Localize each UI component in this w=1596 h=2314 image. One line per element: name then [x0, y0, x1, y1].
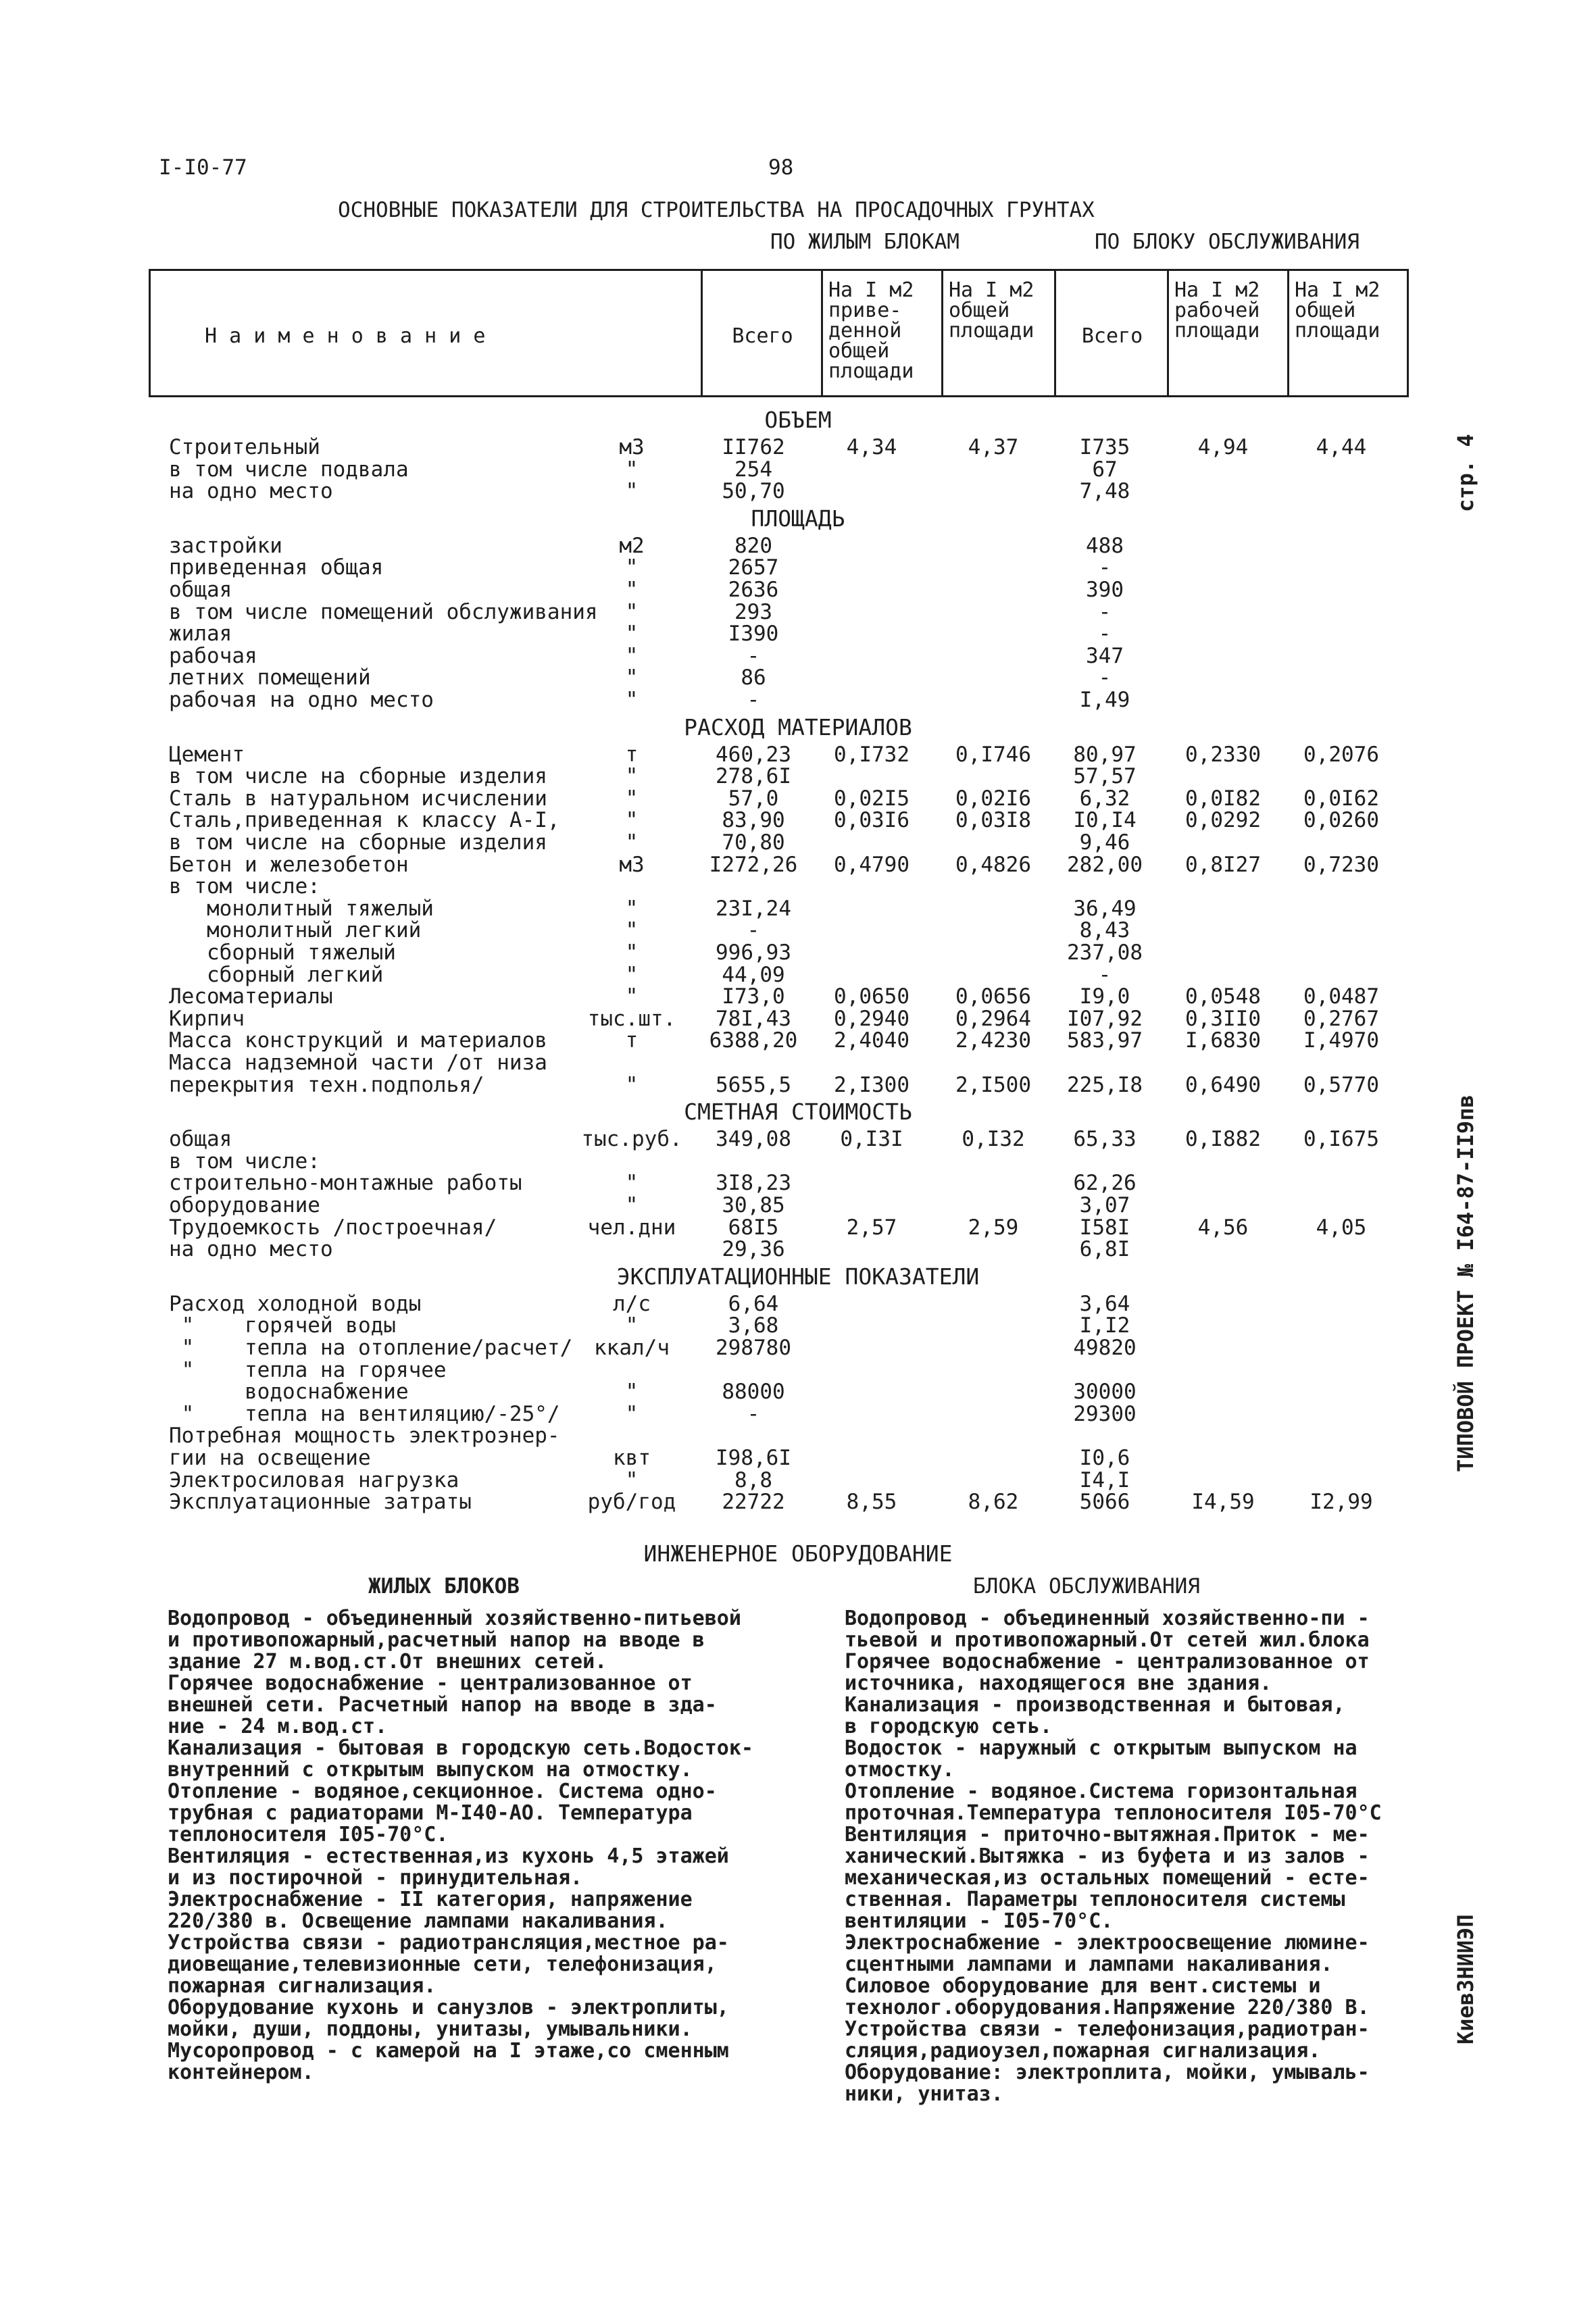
- column-header-table: [149, 269, 1409, 397]
- row-unit: ккал/ч: [594, 1336, 670, 1360]
- table-row: [0, 788, 1596, 809]
- equipment-residential-title: ЖИЛЫХ БЛОКОВ: [368, 1574, 520, 1599]
- row-name: " тепла на отопление/расчет/: [169, 1336, 573, 1360]
- row-unit: ": [625, 555, 639, 580]
- cell-total-service: -: [1098, 962, 1112, 987]
- cell-total-residential: -: [747, 643, 760, 668]
- table-row: [0, 898, 1596, 920]
- table-row: [0, 601, 1596, 623]
- section-title: РАСХОД МАТЕРИАЛОВ: [684, 713, 912, 740]
- section-title: СМЕТНАЯ СТОИМОСТЬ: [684, 1099, 912, 1126]
- row-name: Эксплуатационные затраты: [169, 1490, 472, 1515]
- cell-per-total-area-residential: 0,2964: [955, 1006, 1031, 1031]
- table-row: [0, 876, 1596, 897]
- cell-total-service: I0,6: [1079, 1446, 1130, 1470]
- column-total-residential: [702, 270, 822, 397]
- cell-per-reduced-area: 0,4790: [834, 852, 909, 877]
- equipment-service-text: Водопровод - объединенный хозяйственно-пи - тьевой и противопожарный.От сетей жил.блока Горячее водоснабжение - централизованное от источника, находящегося вне здания. Канализация - производственная и бытовая, в городскую сеть. Водосток - наружный с открытым выпуском на отмостку. Отопление - водяное.Система горизонтальная проточная.Температура теплоносителя I05-70°С Вентиляция - приточно-вытяжная.Приток - ме- ханический.Вытяжка - из буфета и из залов - механическая,из остальных помещений - есте- ственная. Параметры теплоносителя системы вентиляции - I05-70°С. Электроснабжение - электроосвещение люмине- сцентными лампами и лампами накаливания. Силовое оборудование для вент.системы и технолог.оборудования.Напряжение 220/380 В. Устройства связи - телефонизация,радиотран- сляция,радиоузел,пожарная сигнализация. Оборудование: электроплита, мойки, умываль- ники, унитаз.: [845, 1607, 1382, 2106]
- cell-per-total-area-service: 0,7230: [1303, 852, 1379, 877]
- cell-total-residential: 2636: [728, 578, 779, 602]
- row-name: " тепла на вентиляцию/-25°/: [169, 1401, 560, 1426]
- row-unit: ": [625, 578, 639, 602]
- cell-total-residential: 83,90: [722, 808, 785, 833]
- cell-total-residential: 30,85: [722, 1193, 785, 1217]
- row-unit: ": [625, 918, 639, 943]
- row-unit: т: [625, 742, 639, 767]
- cell-total-residential: 3I8,23: [716, 1171, 791, 1196]
- table-row: [0, 1008, 1596, 1030]
- row-unit: ": [625, 830, 639, 855]
- cell-total-residential: 254: [734, 457, 772, 482]
- cell-total-residential: -: [747, 918, 760, 943]
- row-name: в том числе помещений обслуживания: [169, 599, 598, 624]
- row-unit: руб/год: [587, 1490, 676, 1515]
- cell-per-work-area: 0,2330: [1185, 742, 1261, 767]
- cell-per-total-area-residential: 2,59: [968, 1215, 1019, 1240]
- cell-total-service: 80,97: [1073, 742, 1137, 767]
- cell-per-reduced-area: 2,57: [846, 1215, 897, 1240]
- row-name: монолитный легкий: [169, 918, 422, 943]
- table-row: [0, 1052, 1596, 1074]
- cell-total-service: 6,32: [1079, 786, 1130, 811]
- cell-total-residential: 22722: [722, 1490, 785, 1515]
- table-row: [0, 1128, 1596, 1150]
- equipment-residential-text: Водопровод - объединенный хозяйственно-питьевой и противопожарный,расчетный напор на вводе в здание 27 м.вод.ст.От внешних сетей. Горячее водоснабжение - централизованное от внешней сети. Расчетный напор на вводе в зда- ние - 24 м.вод.ст. Канализация - бытовая в городскую сеть.Водосток- внутренний с открытым выпуском на отмостку. Отопление - водяное,секционное. Система одно- трубная с радиаторами М-I40-АО. Температура теплоносителя I05-70°С. Вентиляция - естественная,из кухонь 4,5 этажей и из постирочной - принудительная. Электроснабжение - II категория, напряжение 220/380 в. Освещение лампами накаливания. Устройства связи - радиотрансляция,местное ра- диовещание,телевизионные сети, телефонизация, пожарная сигнализация. Оборудование кухонь и санузлов - электроплиты, мойки, души, поддоны, унитазы, умывальники. Мусоропровод - с камерой на I этаже,со сменным контейнером.: [168, 1607, 753, 2084]
- cell-per-work-area: 0,6490: [1185, 1072, 1261, 1097]
- table-row: [0, 854, 1596, 876]
- table-row: [0, 1074, 1596, 1096]
- table-row: [0, 964, 1596, 986]
- row-unit: ": [625, 457, 639, 482]
- cell-per-reduced-area: 2,I300: [834, 1072, 909, 1097]
- cell-total-residential: II762: [722, 435, 785, 459]
- row-name: Кирпич: [169, 1006, 245, 1031]
- group-residential-header: ПО ЖИЛЫМ БЛОКАМ: [770, 230, 959, 254]
- cell-total-service: 3,64: [1079, 1291, 1130, 1316]
- row-name: Масса надземной части /от низа: [169, 1051, 547, 1075]
- cell-per-reduced-area: 8,55: [846, 1490, 897, 1515]
- cell-per-total-area-residential: 2,4230: [955, 1028, 1031, 1053]
- table-row: [0, 1425, 1596, 1447]
- cell-total-residential: I390: [728, 622, 779, 647]
- cell-per-reduced-area: 0,0650: [834, 984, 909, 1009]
- row-unit: ": [625, 1313, 639, 1338]
- table-row: [0, 1337, 1596, 1359]
- cell-total-service: 7,48: [1079, 479, 1130, 504]
- cell-total-residential: 3,68: [728, 1313, 779, 1338]
- table-row: [0, 1172, 1596, 1194]
- row-name: оборудование: [169, 1193, 320, 1217]
- cell-total-residential: 460,23: [716, 742, 791, 767]
- row-unit: ": [625, 984, 639, 1009]
- row-unit: ": [625, 688, 639, 712]
- cell-total-residential: 2657: [728, 555, 779, 580]
- cell-total-service: -: [1098, 555, 1112, 580]
- table-row: [0, 1194, 1596, 1216]
- cell-per-reduced-area: 0,02I5: [834, 786, 909, 811]
- row-unit: ": [625, 1401, 639, 1426]
- cell-total-service: 583,97: [1067, 1028, 1143, 1053]
- cell-per-total-area-service: I,4970: [1303, 1028, 1379, 1053]
- column-per-total1-label: На I м2 общей площади: [949, 278, 1034, 343]
- cell-per-total-area-service: 4,44: [1316, 435, 1367, 459]
- cell-per-work-area: 0,3II0: [1185, 1006, 1261, 1031]
- row-unit: ": [625, 786, 639, 811]
- cell-total-service: I,I2: [1079, 1313, 1130, 1338]
- cell-total-residential: 298780: [716, 1336, 791, 1360]
- row-name: жилая: [169, 622, 232, 647]
- table-row: [0, 1315, 1596, 1336]
- cell-total-service: 30000: [1073, 1380, 1137, 1405]
- table-row: [0, 1359, 1596, 1381]
- cell-total-residential: 44,09: [722, 962, 785, 987]
- cell-per-total-area-residential: 0,I746: [955, 742, 1031, 767]
- table-row: [0, 1030, 1596, 1051]
- cell-total-residential: 86: [741, 665, 766, 690]
- row-unit: ": [625, 1171, 639, 1196]
- table-row: [0, 744, 1596, 765]
- row-name: строительно-монтажные работы: [169, 1171, 522, 1196]
- row-name: монолитный тяжелый: [169, 896, 434, 921]
- cell-per-total-area-service: 0,2767: [1303, 1006, 1379, 1031]
- row-unit: ": [625, 622, 639, 647]
- cell-total-service: 5066: [1079, 1490, 1130, 1515]
- cell-per-work-area: I,6830: [1185, 1028, 1261, 1053]
- cell-per-reduced-area: 0,2940: [834, 1006, 909, 1031]
- table-row: [0, 765, 1596, 787]
- cell-total-service: 29300: [1073, 1401, 1137, 1426]
- page-number: 98: [768, 155, 794, 180]
- cell-per-total-area-residential: 0,02I6: [955, 786, 1031, 811]
- cell-total-residential: 820: [734, 533, 772, 558]
- cell-total-service: 390: [1086, 578, 1124, 602]
- row-name: общая: [169, 578, 232, 602]
- row-unit: ": [625, 962, 639, 987]
- row-name: Трудоемкость /построечная/: [169, 1215, 497, 1240]
- table-row: [0, 1469, 1596, 1491]
- cell-total-service: I0,I4: [1073, 808, 1137, 833]
- row-name: рабочая на одно место: [169, 688, 434, 712]
- cell-total-residential: -: [747, 688, 760, 712]
- row-name: в том числе:: [169, 1149, 320, 1174]
- column-per-total-area-service: [1289, 270, 1408, 397]
- equipment-service-title: БЛОКА ОБСЛУЖИВАНИЯ: [973, 1574, 1200, 1599]
- cell-total-service: I07,92: [1067, 1006, 1143, 1031]
- cell-per-work-area: 0,8I27: [1185, 852, 1261, 877]
- cell-total-residential: I98,6I: [716, 1446, 791, 1470]
- row-unit: чел.дни: [587, 1215, 676, 1240]
- cell-per-total-area-residential: 0,03I8: [955, 808, 1031, 833]
- cell-total-service: 488: [1086, 533, 1124, 558]
- row-name: рабочая: [169, 643, 257, 668]
- row-unit: ": [625, 479, 639, 504]
- cell-per-total-area-service: 0,0I62: [1303, 786, 1379, 811]
- cell-total-service: 237,08: [1067, 940, 1143, 965]
- table-row: [0, 579, 1596, 601]
- table-row: [0, 920, 1596, 941]
- column-per-work-area: [1168, 270, 1289, 397]
- table-row: [0, 436, 1596, 458]
- table-row: [0, 1217, 1596, 1238]
- column-name: [150, 270, 702, 397]
- cell-total-residential: 996,93: [716, 940, 791, 965]
- row-name: Строительный: [169, 435, 320, 459]
- table-row: [0, 1403, 1596, 1425]
- row-unit: ": [625, 896, 639, 921]
- row-name: водоснабжение: [169, 1380, 409, 1405]
- cell-total-service: -: [1098, 622, 1112, 647]
- section-title: ЭКСПЛУАТАЦИОННЫЕ ПОКАЗАТЕЛИ: [616, 1263, 980, 1290]
- row-unit: ": [625, 1380, 639, 1405]
- row-name: Бетон и железобетон: [169, 852, 409, 877]
- row-name: Цемент: [169, 742, 245, 767]
- cell-per-work-area: 4,94: [1197, 435, 1249, 459]
- cell-total-residential: 6388,20: [709, 1028, 798, 1053]
- cell-total-service: 3,07: [1079, 1193, 1130, 1217]
- cell-total-residential: 88000: [722, 1380, 785, 1405]
- table-row: [0, 809, 1596, 831]
- row-unit: ": [625, 940, 639, 965]
- row-unit: ": [625, 1467, 639, 1492]
- column-name-label: Н а и м е н о в а н и е: [205, 324, 486, 348]
- row-name: сборный тяжелый: [169, 940, 396, 965]
- cell-total-residential: 50,70: [722, 479, 785, 504]
- table-row: [0, 1381, 1596, 1403]
- row-unit: м2: [619, 533, 645, 558]
- row-name: Лесоматериалы: [169, 984, 333, 1009]
- equipment-section-title: ИНЖЕНЕРНОЕ ОБОРУДОВАНИЕ: [643, 1540, 953, 1567]
- table-row: [0, 832, 1596, 853]
- row-name: " тепла на горячее: [169, 1357, 447, 1382]
- cell-total-service: I9,0: [1079, 984, 1130, 1009]
- cell-total-service: 8,43: [1079, 918, 1130, 943]
- section-title: ОБЪЕМ: [764, 407, 832, 433]
- cell-total-residential: 57,0: [728, 786, 779, 811]
- row-name: в том числе на сборные изделия: [169, 830, 547, 855]
- side-page-label: стр. 4: [1453, 434, 1478, 512]
- row-name: на одно место: [169, 1237, 333, 1262]
- row-unit: ": [625, 764, 639, 789]
- side-project-label: ТИПОВОЙ ПРОЕКТ № I64-87-II9пв: [1453, 1095, 1478, 1473]
- cell-total-service: I735: [1079, 435, 1130, 459]
- row-unit: м3: [619, 852, 645, 877]
- row-name: Расход холодной воды: [169, 1291, 422, 1316]
- table-row: [0, 1491, 1596, 1513]
- cell-per-work-area: 0,0548: [1185, 984, 1261, 1009]
- table-row: [0, 645, 1596, 667]
- row-name: на одно место: [169, 479, 333, 504]
- row-unit: ": [625, 665, 639, 690]
- row-name: в том числе:: [169, 874, 320, 899]
- cell-total-service: 9,46: [1079, 830, 1130, 855]
- page-title: ОСНОВНЫЕ ПОКАЗАТЕЛИ ДЛЯ СТРОИТЕЛЬСТВА НА ПРОСАДОЧНЫХ ГРУНТАХ: [338, 198, 1095, 222]
- cell-total-service: 6,8I: [1079, 1237, 1130, 1262]
- row-name: сборный легкий: [169, 962, 384, 987]
- row-unit: ": [625, 599, 639, 624]
- cell-total-residential: 6,64: [728, 1291, 779, 1316]
- table-row: [0, 667, 1596, 688]
- row-name: застройки: [169, 533, 282, 558]
- cell-total-service: 225,I8: [1067, 1072, 1143, 1097]
- row-unit: м3: [619, 435, 645, 459]
- row-name: " горячей воды: [169, 1313, 396, 1338]
- cell-total-residential: 5655,5: [716, 1072, 791, 1097]
- table-row: [0, 623, 1596, 645]
- row-unit: л/с: [613, 1291, 651, 1316]
- cell-total-service: 36,49: [1073, 896, 1137, 921]
- cell-per-total-area-service: 0,0260: [1303, 808, 1379, 833]
- row-name: Электросиловая нагрузка: [169, 1467, 459, 1492]
- cell-per-total-area-residential: 0,0656: [955, 984, 1031, 1009]
- column-total-service-label: Всего: [1081, 324, 1143, 348]
- table-row: [0, 557, 1596, 578]
- row-name: в том числе подвала: [169, 457, 409, 482]
- cell-per-total-area-service: 0,5770: [1303, 1072, 1379, 1097]
- cell-per-total-area-residential: 8,62: [968, 1490, 1019, 1515]
- cell-total-residential: -: [747, 1401, 760, 1426]
- cell-total-residential: 68I5: [728, 1215, 779, 1240]
- column-total-service: [1055, 270, 1168, 397]
- cell-total-service: 67: [1092, 457, 1118, 482]
- cell-total-residential: 70,80: [722, 830, 785, 855]
- cell-total-service: -: [1098, 599, 1112, 624]
- table-row: [0, 535, 1596, 557]
- cell-per-work-area: 4,56: [1197, 1215, 1249, 1240]
- row-name: общая: [169, 1127, 232, 1152]
- row-unit: ": [625, 1072, 639, 1097]
- column-total-residential-label: Всего: [732, 324, 793, 348]
- row-name: летних помещений: [169, 665, 371, 690]
- row-unit: тыс.шт.: [587, 1006, 676, 1031]
- cell-total-residential: 8,8: [734, 1467, 772, 1492]
- table-row: [0, 689, 1596, 711]
- cell-per-total-area-service: 4,05: [1316, 1215, 1367, 1240]
- row-name: Масса конструкций и материалов: [169, 1028, 547, 1053]
- cell-total-service: 49820: [1073, 1336, 1137, 1360]
- row-unit: тыс.руб.: [581, 1127, 682, 1152]
- table-row: [0, 986, 1596, 1007]
- table-row: [0, 1238, 1596, 1260]
- column-per-total2-label: На I м2 общей площади: [1295, 278, 1380, 343]
- row-name: приведенная общая: [169, 555, 384, 580]
- group-service-header: ПО БЛОКУ ОБСЛУЖИВАНИЯ: [1095, 230, 1360, 254]
- row-name: перекрытия техн.подполья/: [169, 1072, 484, 1097]
- cell-per-total-area-service: 0,I675: [1303, 1127, 1379, 1152]
- cell-total-residential: 278,6I: [716, 764, 791, 789]
- cell-per-reduced-area: 0,I3I: [840, 1127, 903, 1152]
- cell-per-work-area: 0,0292: [1185, 808, 1261, 833]
- cell-per-total-area-residential: 2,I500: [955, 1072, 1031, 1097]
- column-per-work-label: На I м2 рабочей площади: [1174, 278, 1260, 343]
- column-per-total-area-residential: [943, 270, 1055, 397]
- cell-per-reduced-area: 0,03I6: [834, 808, 909, 833]
- cell-per-work-area: 0,I882: [1185, 1127, 1261, 1152]
- cell-total-service: 282,00: [1067, 852, 1143, 877]
- column-per-reduced-area: [822, 270, 943, 397]
- row-name: Потребная мощность электроэнер-: [169, 1424, 560, 1449]
- column-per-reduced-label: На I м2 приве- денной общей площади: [828, 278, 914, 383]
- row-name: гии на освещение: [169, 1446, 371, 1470]
- row-unit: т: [625, 1028, 639, 1053]
- table-row: [0, 459, 1596, 480]
- document-code: I-I0-77: [159, 155, 247, 180]
- row-unit: ": [625, 1193, 639, 1217]
- cell-total-service: 65,33: [1073, 1127, 1137, 1152]
- cell-total-service: I4,I: [1079, 1467, 1130, 1492]
- cell-per-work-area: 0,0I82: [1185, 786, 1261, 811]
- cell-total-residential: 349,08: [716, 1127, 791, 1152]
- cell-per-work-area: I4,59: [1191, 1490, 1255, 1515]
- row-unit: квт: [613, 1446, 651, 1470]
- section-title: ПЛОЩАДЬ: [751, 505, 845, 532]
- row-unit: ": [625, 808, 639, 833]
- cell-total-residential: 78I,43: [716, 1006, 791, 1031]
- row-name: Сталь,приведенная к классу А-I,: [169, 808, 560, 833]
- cell-total-service: I58I: [1079, 1215, 1130, 1240]
- table-row: [0, 1293, 1596, 1315]
- cell-per-reduced-area: 2,4040: [834, 1028, 909, 1053]
- cell-total-service: 347: [1086, 643, 1124, 668]
- table-row: [0, 1151, 1596, 1172]
- row-name: Сталь в натуральном исчислении: [169, 786, 547, 811]
- cell-total-service: 57,57: [1073, 764, 1137, 789]
- cell-per-total-area-residential: 0,4826: [955, 852, 1031, 877]
- cell-total-service: -: [1098, 665, 1112, 690]
- cell-total-service: I,49: [1079, 688, 1130, 712]
- row-unit: ": [625, 643, 639, 668]
- cell-total-service: 62,26: [1073, 1171, 1137, 1196]
- cell-per-total-area-service: I2,99: [1310, 1490, 1373, 1515]
- cell-per-total-area-residential: 0,I32: [962, 1127, 1025, 1152]
- cell-total-residential: I73,0: [722, 984, 785, 1009]
- cell-per-reduced-area: 4,34: [846, 435, 897, 459]
- cell-per-total-area-service: 0,2076: [1303, 742, 1379, 767]
- cell-per-total-area-residential: 4,37: [968, 435, 1019, 459]
- side-organization-label: КиевЗНИИЭП: [1453, 1914, 1478, 2045]
- cell-total-residential: 29,36: [722, 1237, 785, 1262]
- cell-total-residential: 23I,24: [716, 896, 791, 921]
- table-row: [0, 1447, 1596, 1469]
- table-row: [0, 480, 1596, 502]
- table-row: [0, 942, 1596, 963]
- cell-total-residential: 293: [734, 599, 772, 624]
- cell-total-residential: I272,26: [709, 852, 798, 877]
- row-name: в том числе на сборные изделия: [169, 764, 547, 789]
- cell-per-reduced-area: 0,I732: [834, 742, 909, 767]
- cell-per-total-area-service: 0,0487: [1303, 984, 1379, 1009]
